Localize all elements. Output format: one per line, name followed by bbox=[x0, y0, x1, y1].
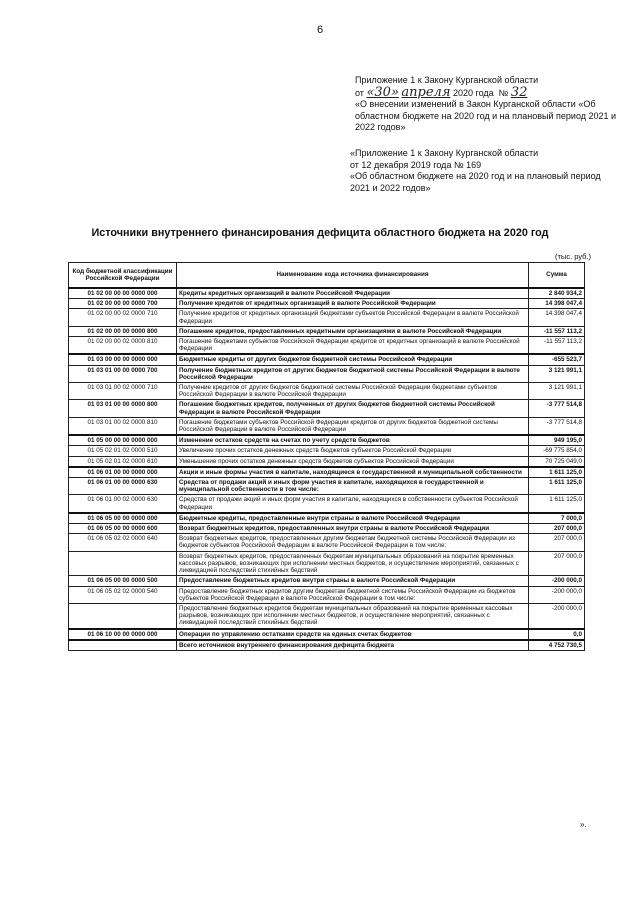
cell-sum: 70 725 049,0 bbox=[529, 456, 585, 467]
cell-name: Погашение бюджетами субъектов Российской Федерации кредитов от кредитных организаций в валюте Российской Федерации bbox=[177, 337, 529, 355]
appendix-current-date-line bbox=[355, 84, 625, 100]
cell-code: 01 06 05 02 02 0000 540 bbox=[69, 586, 177, 603]
cell-code: 01 06 05 02 02 0000 640 bbox=[69, 534, 177, 551]
cell-sum: -11 557 113,2 bbox=[529, 326, 585, 336]
cell-code: 01 03 01 00 00 0000 700 bbox=[69, 365, 177, 382]
cell-name: Средства от продажи акций и иных форм участия в капитале, находящихся в государственной и муниципальной собственности в том числе: bbox=[177, 478, 529, 495]
cell-sum: 1 611 125,0 bbox=[529, 495, 585, 513]
appendix-original-line1: «Приложение 1 к Закону Курганской области bbox=[350, 148, 539, 158]
cell-sum: 207 000,0 bbox=[529, 534, 585, 551]
cell-code: 01 03 01 00 02 0000 810 bbox=[69, 417, 177, 435]
table-row bbox=[69, 337, 585, 355]
cell-name: Бюджетные кредиты от других бюджетов бюджетной системы Российской Федерации bbox=[177, 354, 529, 365]
table-row bbox=[69, 603, 585, 628]
cell-code: 01 03 00 00 00 0000 000 bbox=[69, 354, 177, 365]
cell-sum: -69 775 854,0 bbox=[529, 446, 585, 456]
cell-sum: 2 840 934,2 bbox=[529, 288, 585, 299]
cell-code: 01 06 05 00 00 0000 600 bbox=[69, 524, 177, 534]
cell-name: Возврат бюджетных кредитов, предоставленных бюджетам муниципальных образований на покрытие временных кассовых разрывов, возникающих при исполнении местных бюджетов, и осуществление мероприятий, связанных с ликвидацией последствий стихийных бедствий bbox=[177, 551, 529, 576]
cell-code: 01 05 00 00 00 0000 000 bbox=[69, 435, 177, 446]
cell-name: Получение кредитов от других бюджетов бюджетной системы Российской Федерации бюджетами субъектов Российской Федерации в валюте Российской Федерации bbox=[177, 383, 529, 400]
financing-sources-table bbox=[68, 262, 585, 651]
cell-sum: -3 777 514,8 bbox=[529, 400, 585, 417]
table-row bbox=[69, 435, 585, 446]
table-row bbox=[69, 288, 585, 299]
table-row bbox=[69, 365, 585, 382]
cell-sum: 4 752 730,5 bbox=[529, 640, 585, 651]
cell-code: 01 03 01 00 00 0000 800 bbox=[69, 400, 177, 417]
cell-name: Операции по управлению остатками средств на единых счетах бюджетов bbox=[177, 629, 529, 640]
cell-name: Погашение кредитов, предоставленных кредитными организациями в валюте Российской Федерации bbox=[177, 326, 529, 336]
appendix-original-subtitle: «Об областном бюджете на 2020 год и на плановый период 2021 и 2022 годов» bbox=[350, 171, 601, 193]
header-sum: Сумма bbox=[529, 263, 585, 289]
table-row bbox=[69, 446, 585, 456]
table-row bbox=[69, 586, 585, 603]
table-row bbox=[69, 354, 585, 365]
appendix-current-subtitle: «О внесении изменений в Закон Курганской области «Об областном бюджете на 2020 год и на плановый период 2021 и 2022 годов» bbox=[355, 99, 617, 132]
cell-sum: -200 000,0 bbox=[529, 576, 585, 586]
cell-sum: 7 000,0 bbox=[529, 513, 585, 524]
cell-sum: 1 611 125,0 bbox=[529, 478, 585, 495]
cell-name: Получение кредитов от кредитных организаций в валюте Российской Федерации bbox=[177, 299, 529, 309]
handwritten-month: апреля bbox=[401, 84, 451, 100]
table-body bbox=[69, 288, 585, 650]
cell-name: Возврат бюджетных кредитов, предоставленных другим бюджетам бюджетной системы Российской Федерации из бюджетов субъектов Российской Федерации в валюте Российской Федерации в том числе: bbox=[177, 534, 529, 551]
date-year: 2020 года bbox=[452, 87, 494, 98]
cell-sum: 3 121 991,1 bbox=[529, 383, 585, 400]
cell-name: Погашение бюджетных кредитов, полученных от других бюджетов бюджетной системы Российской Федерации в валюте Российской Федерации bbox=[177, 400, 529, 417]
cell-sum: -11 557 113,2 bbox=[529, 337, 585, 355]
cell-name: Средства от продажи акций и иных форм участия в капитале, находящихся в собственности субъектов Российской Федерации bbox=[177, 495, 529, 513]
cell-code: 01 02 00 00 02 0000 710 bbox=[69, 309, 177, 326]
table-row bbox=[69, 576, 585, 586]
cell-code: 01 06 10 00 00 0000 000 bbox=[69, 629, 177, 640]
cell-code: 01 06 05 00 00 0000 500 bbox=[69, 576, 177, 586]
cell-name: Уменьшение прочих остатков денежных средств бюджетов субъектов Российской Федерации bbox=[177, 456, 529, 467]
cell-sum: 1 611 125,0 bbox=[529, 467, 585, 478]
cell-name: Предоставление бюджетных кредитов внутри страны в валюте Российской Федерации bbox=[177, 576, 529, 586]
cell-name: Возврат бюджетных кредитов, предоставленных внутри страны в валюте Российской Федерации bbox=[177, 524, 529, 534]
table-row bbox=[69, 640, 585, 651]
appendix-current-block bbox=[355, 75, 625, 134]
table-row bbox=[69, 513, 585, 524]
table-row bbox=[69, 383, 585, 400]
table-row bbox=[69, 467, 585, 478]
cell-code: 01 02 00 00 02 0000 810 bbox=[69, 337, 177, 355]
table-row bbox=[69, 400, 585, 417]
header-code: Код бюджетной классификации Российской Федерации bbox=[69, 263, 177, 289]
cell-code: 01 06 01 00 02 0000 630 bbox=[69, 495, 177, 513]
table-row bbox=[69, 495, 585, 513]
cell-code: 01 05 02 01 02 0000 610 bbox=[69, 456, 177, 467]
table-row bbox=[69, 417, 585, 435]
cell-code: 01 03 01 00 02 0000 710 bbox=[69, 383, 177, 400]
cell-name: Предоставление бюджетных кредитов другим бюджетам бюджетной системы Российской Федерации из бюджетов субъектов Российской Федерации в валюте Российской Федерации в том числе: bbox=[177, 586, 529, 603]
appendix-current-line1: Приложение 1 к Закону Курганской области bbox=[355, 75, 539, 85]
table-row bbox=[69, 629, 585, 640]
date-prefix: от bbox=[355, 87, 364, 98]
cell-code: 01 05 02 01 02 0000 510 bbox=[69, 446, 177, 456]
cell-sum: 14 398 047,4 bbox=[529, 299, 585, 309]
cell-code: 01 06 05 00 00 0000 000 bbox=[69, 513, 177, 524]
cell-name: Изменение остатков средств на счетах по учету средств бюджетов bbox=[177, 435, 529, 446]
cell-name: Увеличение прочих остатков денежных средств бюджетов субъектов Российской Федерации bbox=[177, 446, 529, 456]
cell-sum: -655 523,7 bbox=[529, 354, 585, 365]
cell-name: Погашение бюджетами субъектов Российской Федерации кредитов от других бюджетов бюджетной системы Российской Федерации в валюте Российской Федерации bbox=[177, 417, 529, 435]
handwritten-number: 32 bbox=[510, 84, 528, 100]
appendix-original-line2: от 12 декабря 2019 года № 169 bbox=[350, 159, 482, 170]
units-label: (тыс. руб.) bbox=[555, 252, 592, 261]
table-row bbox=[69, 534, 585, 551]
cell-sum: 3 121 991,1 bbox=[529, 365, 585, 382]
cell-name: Всего источников внутреннего финансирования дефицита бюджета bbox=[177, 640, 529, 651]
cell-sum: 207 000,0 bbox=[529, 551, 585, 576]
cell-name: Акции и иные формы участия в капитале, находящиеся в государственной и муниципальной собственности bbox=[177, 467, 529, 478]
cell-code bbox=[69, 603, 177, 628]
cell-sum: 14 398 047,4 bbox=[529, 309, 585, 326]
cell-code: 01 02 00 00 00 0000 000 bbox=[69, 288, 177, 299]
table-row bbox=[69, 478, 585, 495]
handwritten-day: «30» bbox=[366, 84, 399, 100]
table-row bbox=[69, 309, 585, 326]
cell-sum: -200 000,0 bbox=[529, 603, 585, 628]
cell-code: 01 06 01 00 00 0000 000 bbox=[69, 467, 177, 478]
cell-code: 01 06 01 00 00 0000 630 bbox=[69, 478, 177, 495]
document-title: Источники внутреннего финансирования дефицита областного бюджета на 2020 год bbox=[91, 227, 549, 239]
cell-code bbox=[69, 640, 177, 651]
cell-sum: 949 195,0 bbox=[529, 435, 585, 446]
page-number: 6 bbox=[316, 24, 324, 36]
number-label: № bbox=[498, 87, 509, 98]
cell-name: Предоставление бюджетных кредитов бюджетам муниципальных образований на покрытие временных кассовых разрывов, возникающих при исполнении местных бюджетов, и осуществление мероприятий, связанных с ликвидацией последствий стихийных бедствий bbox=[177, 603, 529, 628]
table-row bbox=[69, 524, 585, 534]
cell-name: Бюджетные кредиты, предоставленные внутри страны в валюте Российской Федерации bbox=[177, 513, 529, 524]
cell-sum: 0,0 bbox=[529, 629, 585, 640]
table-row bbox=[69, 299, 585, 309]
cell-code bbox=[69, 551, 177, 576]
table-row bbox=[69, 326, 585, 336]
table-row bbox=[69, 456, 585, 467]
cell-code: 01 02 00 00 00 0000 700 bbox=[69, 299, 177, 309]
header-name: Наименование кода источника финансирования bbox=[177, 263, 529, 289]
appendix-original-block bbox=[350, 148, 620, 194]
cell-name: Получение бюджетных кредитов от других бюджетов бюджетной системы Российской Федерации в валюте Российской Федерации bbox=[177, 365, 529, 382]
cell-code: 01 02 00 00 00 0000 800 bbox=[69, 326, 177, 336]
cell-sum: -3 777 514,8 bbox=[529, 417, 585, 435]
table-row bbox=[69, 551, 585, 576]
cell-name: Получение кредитов от кредитных организаций бюджетами субъектов Российской Федерации в валюте Российской Федерации bbox=[177, 309, 529, 326]
cell-sum: -200 000,0 bbox=[529, 586, 585, 603]
table-header-row bbox=[69, 263, 585, 289]
cell-sum: 207 000,0 bbox=[529, 524, 585, 534]
cell-name: Кредиты кредитных организаций в валюте Российской Федерации bbox=[177, 288, 529, 299]
closing-mark: ». bbox=[580, 820, 587, 829]
